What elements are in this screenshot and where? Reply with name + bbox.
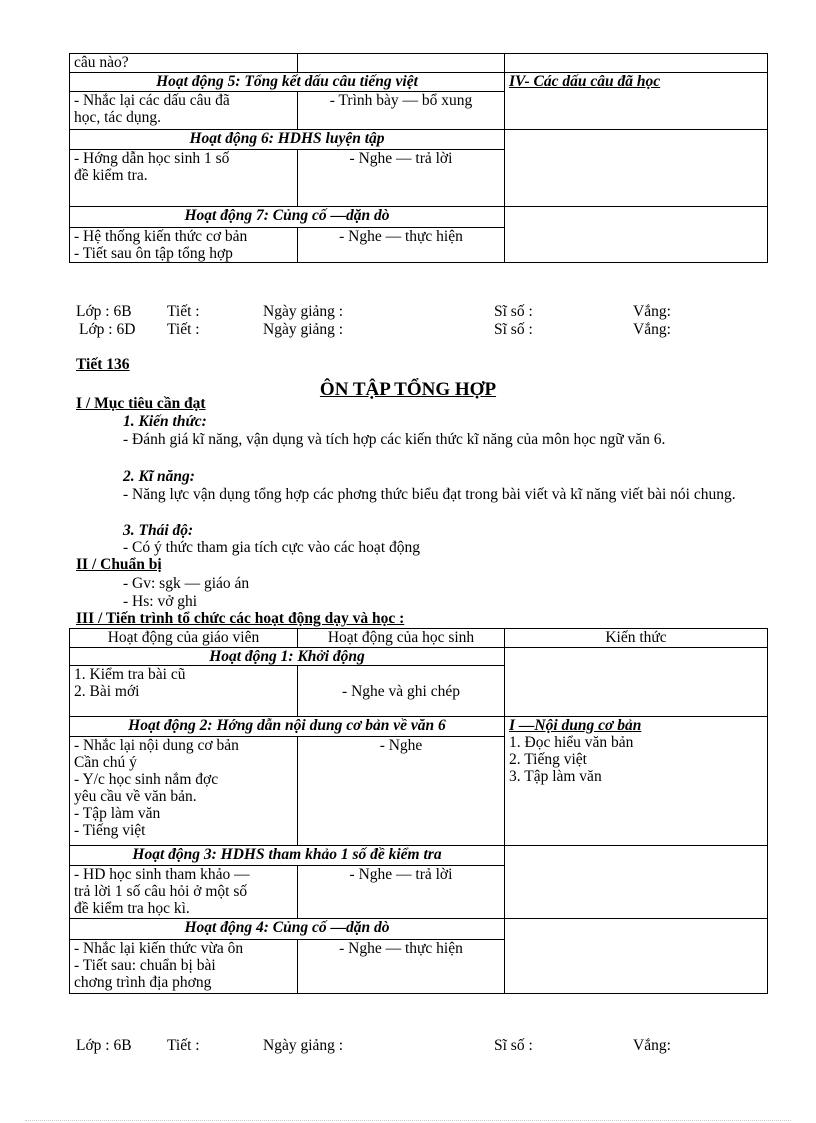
text-line: trả lời 1 số câu hỏi ở một số: [74, 883, 248, 900]
text-line: - HD học sinh tham khảo —: [74, 866, 250, 883]
attendance-label: Sĩ số :: [494, 303, 533, 320]
student-activity: [298, 92, 505, 130]
text-line: - Hệ thống kiến thức cơ bản: [74, 228, 248, 245]
header-text: Kiến thức: [605, 629, 667, 646]
text-line: - Nghe — thực hiện: [339, 228, 463, 245]
activity-title: Hoạt động 6: HDHS luyện tập: [189, 130, 385, 147]
text-line: 1. Kiểm tra bài cũ: [74, 666, 186, 683]
header-text: Hoạt động của học sinh: [327, 629, 475, 646]
absent-label: Vắng:: [633, 321, 671, 338]
date-label: Ngày giảng :: [263, 303, 344, 320]
page-title: ÔN TẬP TỔNG HỢP: [319, 379, 497, 400]
student-activity: [298, 666, 505, 717]
class-label: Lớp : 6B: [76, 303, 132, 320]
text-line: yêu cầu về văn bản.: [74, 788, 197, 805]
lesson-number: Tiết 136: [76, 356, 130, 373]
column-header: [505, 629, 768, 648]
text-line: - Tiết sau: chuẩn bị bài: [74, 957, 216, 974]
activity-title: Hoạt động 2: Hớng dẫn nội dung cơ bản về văn 6: [128, 717, 446, 734]
activity-title: Hoạt động 7: Củng cố —dặn dò: [184, 207, 390, 224]
cell-text: câu nào?: [74, 54, 129, 71]
activity-1-heading: [70, 648, 505, 666]
text-line: - Nhắc lại các dấu câu đã: [74, 92, 230, 109]
teacher-activity: [70, 228, 298, 263]
text-line: - Nghe — trả lời: [349, 866, 453, 883]
section-heading: III / Tiến trình tổ chức các hoạt động dạy và học :: [76, 610, 405, 627]
list-item: - Hs: vở ghi: [123, 593, 198, 610]
cell: [298, 54, 505, 73]
teacher-activity: [70, 150, 298, 207]
cell: [505, 54, 768, 73]
text-line: - Hớng dẫn học sinh 1 số: [74, 150, 230, 167]
student-activity: [298, 228, 505, 263]
teacher-activity: [70, 92, 298, 130]
class-label: Lớp : 6D: [79, 321, 136, 338]
absent-label: Vắng:: [633, 1037, 671, 1054]
text-line: - Trình bày — bổ xung: [329, 92, 473, 109]
teacher-activity: [70, 866, 298, 919]
knowledge-cell: [505, 846, 768, 919]
text-line: - Y/c học sinh nắm đợc: [74, 771, 219, 788]
knowledge-cell: [505, 207, 768, 263]
paragraph: - Đánh giá kĩ năng, vận dụng và tích hợp các kiến thức kĩ năng của môn học ngữ văn 6.: [123, 431, 666, 448]
text-line: chơng trình địa phơng: [74, 974, 212, 991]
header-text: Hoạt động của giáo viên: [107, 629, 260, 646]
text-line: - Tiếng việt: [74, 822, 146, 839]
text-line: - Nghe — thực hiện: [339, 940, 463, 957]
student-activity: [298, 940, 505, 994]
activity-5-heading: [70, 73, 505, 92]
student-activity: [298, 737, 505, 846]
subheading: 2. Kĩ năng:: [123, 468, 195, 485]
subheading: 3. Thái độ:: [123, 522, 194, 539]
attendance-label: Sĩ số :: [494, 321, 533, 338]
paragraph: - Có ý thức tham gia tích cực vào các hoạt động: [123, 539, 420, 556]
column-header: [298, 629, 505, 648]
text-line: - Nghe — trả lời: [349, 150, 453, 167]
list-item: - Gv: sgk — giáo án: [123, 575, 250, 592]
activity-title: Hoạt động 3: HDHS tham khảo 1 số đề kiểm tra: [132, 846, 442, 863]
attendance-label: Sĩ số :: [494, 1037, 533, 1054]
student-activity: [298, 866, 505, 919]
knowledge-cell: [505, 73, 768, 130]
text-line: - Nhắc lại kiến thức vừa ôn: [74, 940, 244, 957]
teacher-activity: [70, 737, 298, 846]
knowledge-cell: [505, 648, 768, 717]
activity-3-heading: [70, 846, 505, 866]
subheading: 1. Kiến thức:: [123, 413, 207, 430]
activity-table-2: [69, 628, 768, 994]
text-line: 2. Tiếng việt: [509, 751, 587, 768]
activity-6-heading: [70, 130, 505, 150]
text-line: 3. Tập làm văn: [509, 768, 602, 785]
knowledge-cell: [505, 717, 768, 846]
text-line: học, tác dụng.: [74, 109, 161, 126]
paragraph: - Năng lực vận dụng tổng hợp các phơng thức biểu đạt trong bài viết và kĩ năng viết bài nói chung.: [123, 486, 736, 503]
student-activity: [298, 150, 505, 207]
text-line: - Nghe và ghi chép: [342, 682, 460, 700]
text-line: đề kiểm tra.: [74, 167, 148, 184]
text-line: đề kiểm tra học kì.: [74, 900, 190, 917]
period-label: Tiết :: [167, 303, 200, 320]
knowledge-title: I —Nội dung cơ bản: [509, 717, 642, 734]
text-line: 2. Bài mới: [74, 683, 140, 700]
text-line: 1. Đọc hiểu văn bản: [509, 734, 634, 751]
activity-7-heading: [70, 207, 505, 228]
text-line: - Nghe: [379, 737, 423, 754]
section-heading: I / Mục tiêu cần đạt: [76, 395, 206, 412]
activity-4-heading: [70, 919, 505, 940]
period-label: Tiết :: [167, 1037, 200, 1054]
section-heading: II / Chuẩn bị: [76, 556, 162, 573]
date-label: Ngày giảng :: [263, 1037, 344, 1054]
teacher-activity: [70, 940, 298, 994]
period-label: Tiết :: [167, 321, 200, 338]
knowledge-cell: [505, 130, 768, 207]
activity-title: Hoạt động 5: Tổng kết dấu câu tiếng việt: [156, 73, 418, 90]
teacher-activity: [70, 666, 298, 717]
knowledge-title: IV- Các dấu câu đã học: [509, 73, 661, 90]
text-line: Cần chú ý: [74, 754, 137, 771]
page-edge-divider: [25, 1120, 791, 1121]
text-line: - Tiết sau ôn tập tổng hợp: [74, 245, 233, 262]
activity-title: Hoạt động 1: Khởi động: [209, 648, 365, 665]
absent-label: Vắng:: [633, 303, 671, 320]
column-header: [70, 629, 298, 648]
text-line: - Nhắc lại nội dung cơ bản: [74, 737, 239, 754]
date-label: Ngày giảng :: [263, 321, 344, 338]
cell: [70, 54, 298, 73]
activity-table-1: [69, 53, 768, 263]
knowledge-cell: [505, 919, 768, 994]
activity-title: Hoạt động 4: Củng cố —dặn dò: [184, 919, 390, 936]
class-label: Lớp : 6B: [76, 1037, 132, 1054]
activity-2-heading: [70, 717, 505, 737]
text-line: - Tập làm văn: [74, 805, 161, 822]
